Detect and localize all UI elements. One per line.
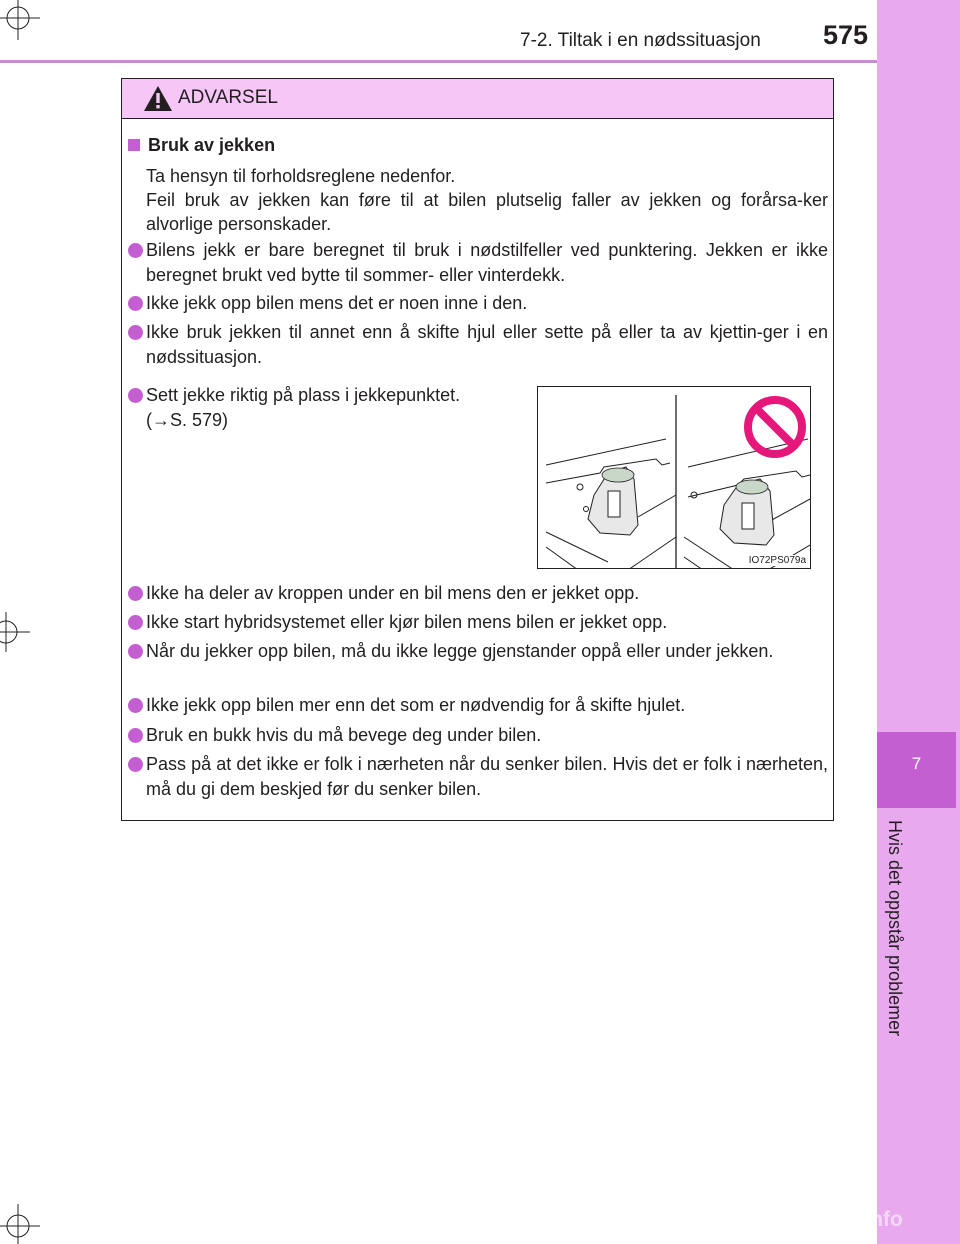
warning-triangle-icon: [143, 85, 173, 112]
registration-mark-icon: [0, 1204, 40, 1244]
bullet-dot-icon: [128, 615, 143, 630]
list-item: Ikke start hybridsystemet eller kjør bilen mens bilen er jekket opp.: [146, 610, 828, 635]
chapter-number: 7: [911, 754, 922, 773]
intro-line: Ta hensyn til forholdsreglene nedenfor.: [146, 166, 456, 186]
bullet-dot-icon: [128, 757, 143, 772]
chapter-number-box: [877, 732, 956, 808]
list-item: Sett jekke riktig på plass i jekkepunktet. (→S. 579): [146, 383, 526, 433]
warning-title: ADVARSEL: [178, 87, 278, 108]
warning-header: [122, 79, 833, 119]
list-item: Ikke jekk opp bilen mer enn det som er nødvendig for å skifte hjulet.: [146, 693, 828, 718]
bullet-dot-icon: [128, 296, 143, 311]
list-item: Når du jekker opp bilen, må du ikke legge gjenstander oppå eller under jekken.: [146, 639, 828, 664]
registration-mark-icon: [0, 0, 40, 40]
watermark: carmanualsonline.info: [680, 1208, 903, 1231]
bullet-dot-icon: [128, 243, 143, 258]
list-item: Pass på at det ikke er folk i nærheten når du senker bilen. Hvis det er folk i nærheten, må du gi dem beskjed før du senker bilen.: [146, 752, 828, 802]
registration-mark-icon: [0, 612, 30, 652]
jack-placement-figure: [537, 386, 811, 569]
list-item: Ikke ha deler av kroppen under en bil mens den er jekket opp.: [146, 581, 828, 606]
list-item: Ikke bruk jekken til annet enn å skifte hjul eller sette på eller ta av kjettin-ger i en nødssituasjon.: [146, 320, 828, 370]
list-item: Bruk en bukk hvis du må bevege deg under bilen.: [146, 723, 828, 748]
bullet-dot-icon: [128, 698, 143, 713]
figure-code: IO72PS079a: [748, 555, 806, 566]
list-item: Bilens jekk er bare beregnet til bruk i nødstilfeller ved punktering. Jekken er ikke beregnet brukt ved bytte til sommer- eller vinterdekk.: [146, 238, 828, 288]
section-title: 7-2. Tiltak i en nødssituasjon: [520, 30, 761, 51]
prohibited-icon: [748, 400, 802, 454]
intro-line: Feil bruk av jekken kan føre til at bilen plutselig faller av jekken og forårsa-ker alvorlige personskader.: [146, 190, 828, 234]
bullet-dot-icon: [128, 388, 143, 403]
header-divider: [0, 60, 877, 63]
jack-illustration: [538, 387, 811, 569]
bullet-dot-icon: [128, 586, 143, 601]
intro-text: [146, 164, 828, 236]
page-reference: (→S. 579): [146, 410, 229, 430]
section-heading-text: Bruk av jekken: [148, 135, 276, 155]
bullet-dot-icon: [128, 728, 143, 743]
bullet-dot-icon: [128, 325, 143, 340]
chapter-label: [881, 820, 921, 1100]
list-item: Ikke jekk opp bilen mens det er noen inne i den.: [146, 291, 828, 316]
bullet-dot-icon: [128, 644, 143, 659]
page-number: 575: [823, 20, 869, 50]
chapter-label-text: Hvis det oppstår problemer: [885, 820, 905, 1037]
section-heading: [128, 135, 275, 156]
square-bullet-icon: [128, 139, 140, 151]
